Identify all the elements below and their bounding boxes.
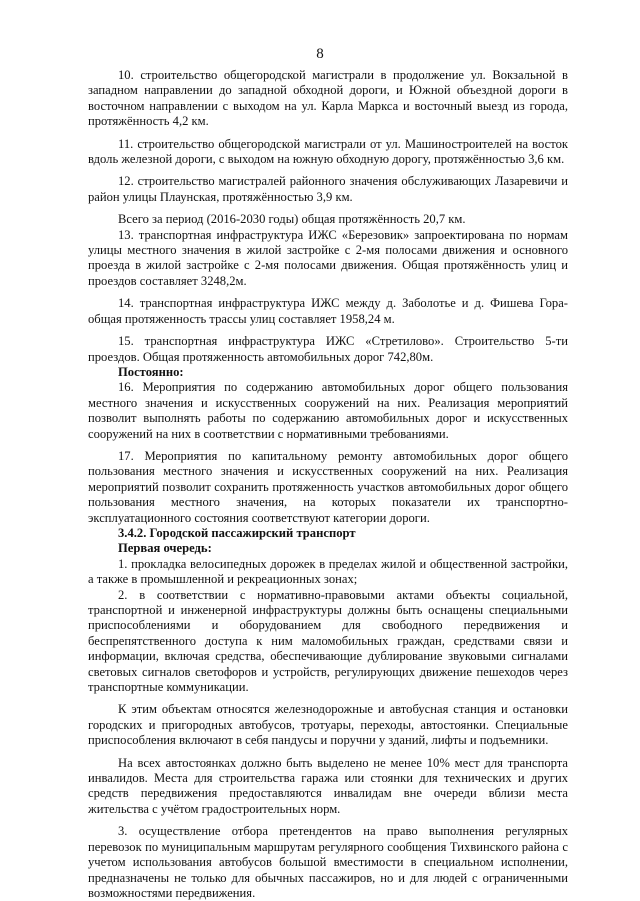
paragraph-stage-1: 1. прокладка велосипедных дорожек в пределах жилой и общественной застройки, а также в промышленной и рекреационных зонах; xyxy=(88,556,568,587)
paragraph-item-16: 16. Мероприятия по содержанию автомобильных дорог общего пользования местного значения и искусственных сооружений на них. Реализация мероприятий позволит выполнять работы по содержанию автомобильных дорог и искусственных сооружений на них в соответствии с нормативными требованиями. xyxy=(88,380,568,441)
heading-permanent: Постоянно: xyxy=(118,364,184,379)
paragraph-parking: На всех автостоянках должно быть выделено не менее 10% мест для транспорта инвалидов. Места для строительства гаража или стоянки для технических и других средств передвижения предоставляются инвалидам вне очереди вблизи места жительства с учётом градостроительных норм. xyxy=(88,755,568,816)
paragraph-facilities: К этим объектам относятся железнодорожные и автобусная станция и остановки городских и пригородных автобусов, тротуары, переходы, автостоянки. Специальные приспособления включают в себя пандусы и поручни у зданий, лифты и подъемники. xyxy=(88,702,568,748)
page-number: 8 xyxy=(316,46,324,62)
document-body xyxy=(88,68,568,901)
paragraph-stage-2: 2. в соответствии с нормативно-правовыми актами объекты социальной, транспортной и инженерной инфраструктуры должны быть оснащены специальными приспособлениями и оборудованием для свободного передвижения и беспрепятственного доступа к ним маломобильных граждан, средствами связи и информации, включая средства, обеспечивающие дублирование звуковыми сигналами световых сигналов светофоров и устройств, регулирующих движение пешеходов через транспортные коммуникации. xyxy=(88,587,568,695)
paragraph-item-12: 12. строительство магистралей районного значения обслуживающих Лазаревичи и район улицы Плаунская, протяжённостью 3,9 км. xyxy=(88,174,568,204)
paragraph-item-11: 11. строительство общегородской магистрали от ул. Машиностроителей на восток вдоль железной дороги, с выходом на южную обходную дорогу, протяжённостью 3,6 км. xyxy=(88,136,568,167)
paragraph-item-10: 10. строительство общегородской магистрали в продолжение ул. Вокзальной в западном направлении до западной обходной дороги, и Южной объездной дороги в восточном направлении с выходом на ул. Карла Маркса и восточный выезд из города, протяжённость 4,2 км. xyxy=(88,68,568,129)
paragraph-stage-3: 3. осуществление отбора претендентов на право выполнения регулярных перевозок по муниципальным маршрутам регулярного сообщения Тихвинского района с учетом использования автобусов большой вместимости в специальном исполнении, предназначены не только для обычных пассажиров, но и для людей с ограниченными возможностями передвижения. xyxy=(88,824,568,900)
paragraph-item-17: 17. Мероприятия по капитальному ремонту автомобильных дорог общего пользования местного значения и искусственных сооружений на них. Реализация мероприятий позволит сохранить протяженность участков автомобильных дорог общего пользования местного значения, на которых показатели их транспортно- эксплуатационного состояния соответствуют категории дороги. xyxy=(88,448,568,525)
paragraph-item-15: 15. транспортная инфраструктура ИЖС «Стретилово». Строительство 5-ти проездов. Общая протяженность автомобильных дорог 742,80м. xyxy=(88,334,568,364)
paragraph-total-length: Всего за период (2016-2030 годы) общая протяжённость 20,7 км. xyxy=(118,212,466,227)
heading-first-stage: Первая очередь: xyxy=(118,541,212,556)
paragraph-item-13: 13. транспортная инфраструктура ИЖС «Березовик» запроектирована по нормам улицы местного значения в жилой застройке с 2-мя полосами движения и основного проезда в жилой застройке с 2-мя полосами движения. Общая протяжённость улиц и проездов составляет 3248,2м. xyxy=(88,227,568,288)
paragraph-item-14: 14. транспортная инфраструктура ИЖС между д. Заболотье и д. Фишева Гора-общая протяженность трассы улиц составляет 1958,24 м. xyxy=(88,296,568,326)
section-title: 3.4.2. Городской пассажирский транспорт xyxy=(118,525,356,540)
